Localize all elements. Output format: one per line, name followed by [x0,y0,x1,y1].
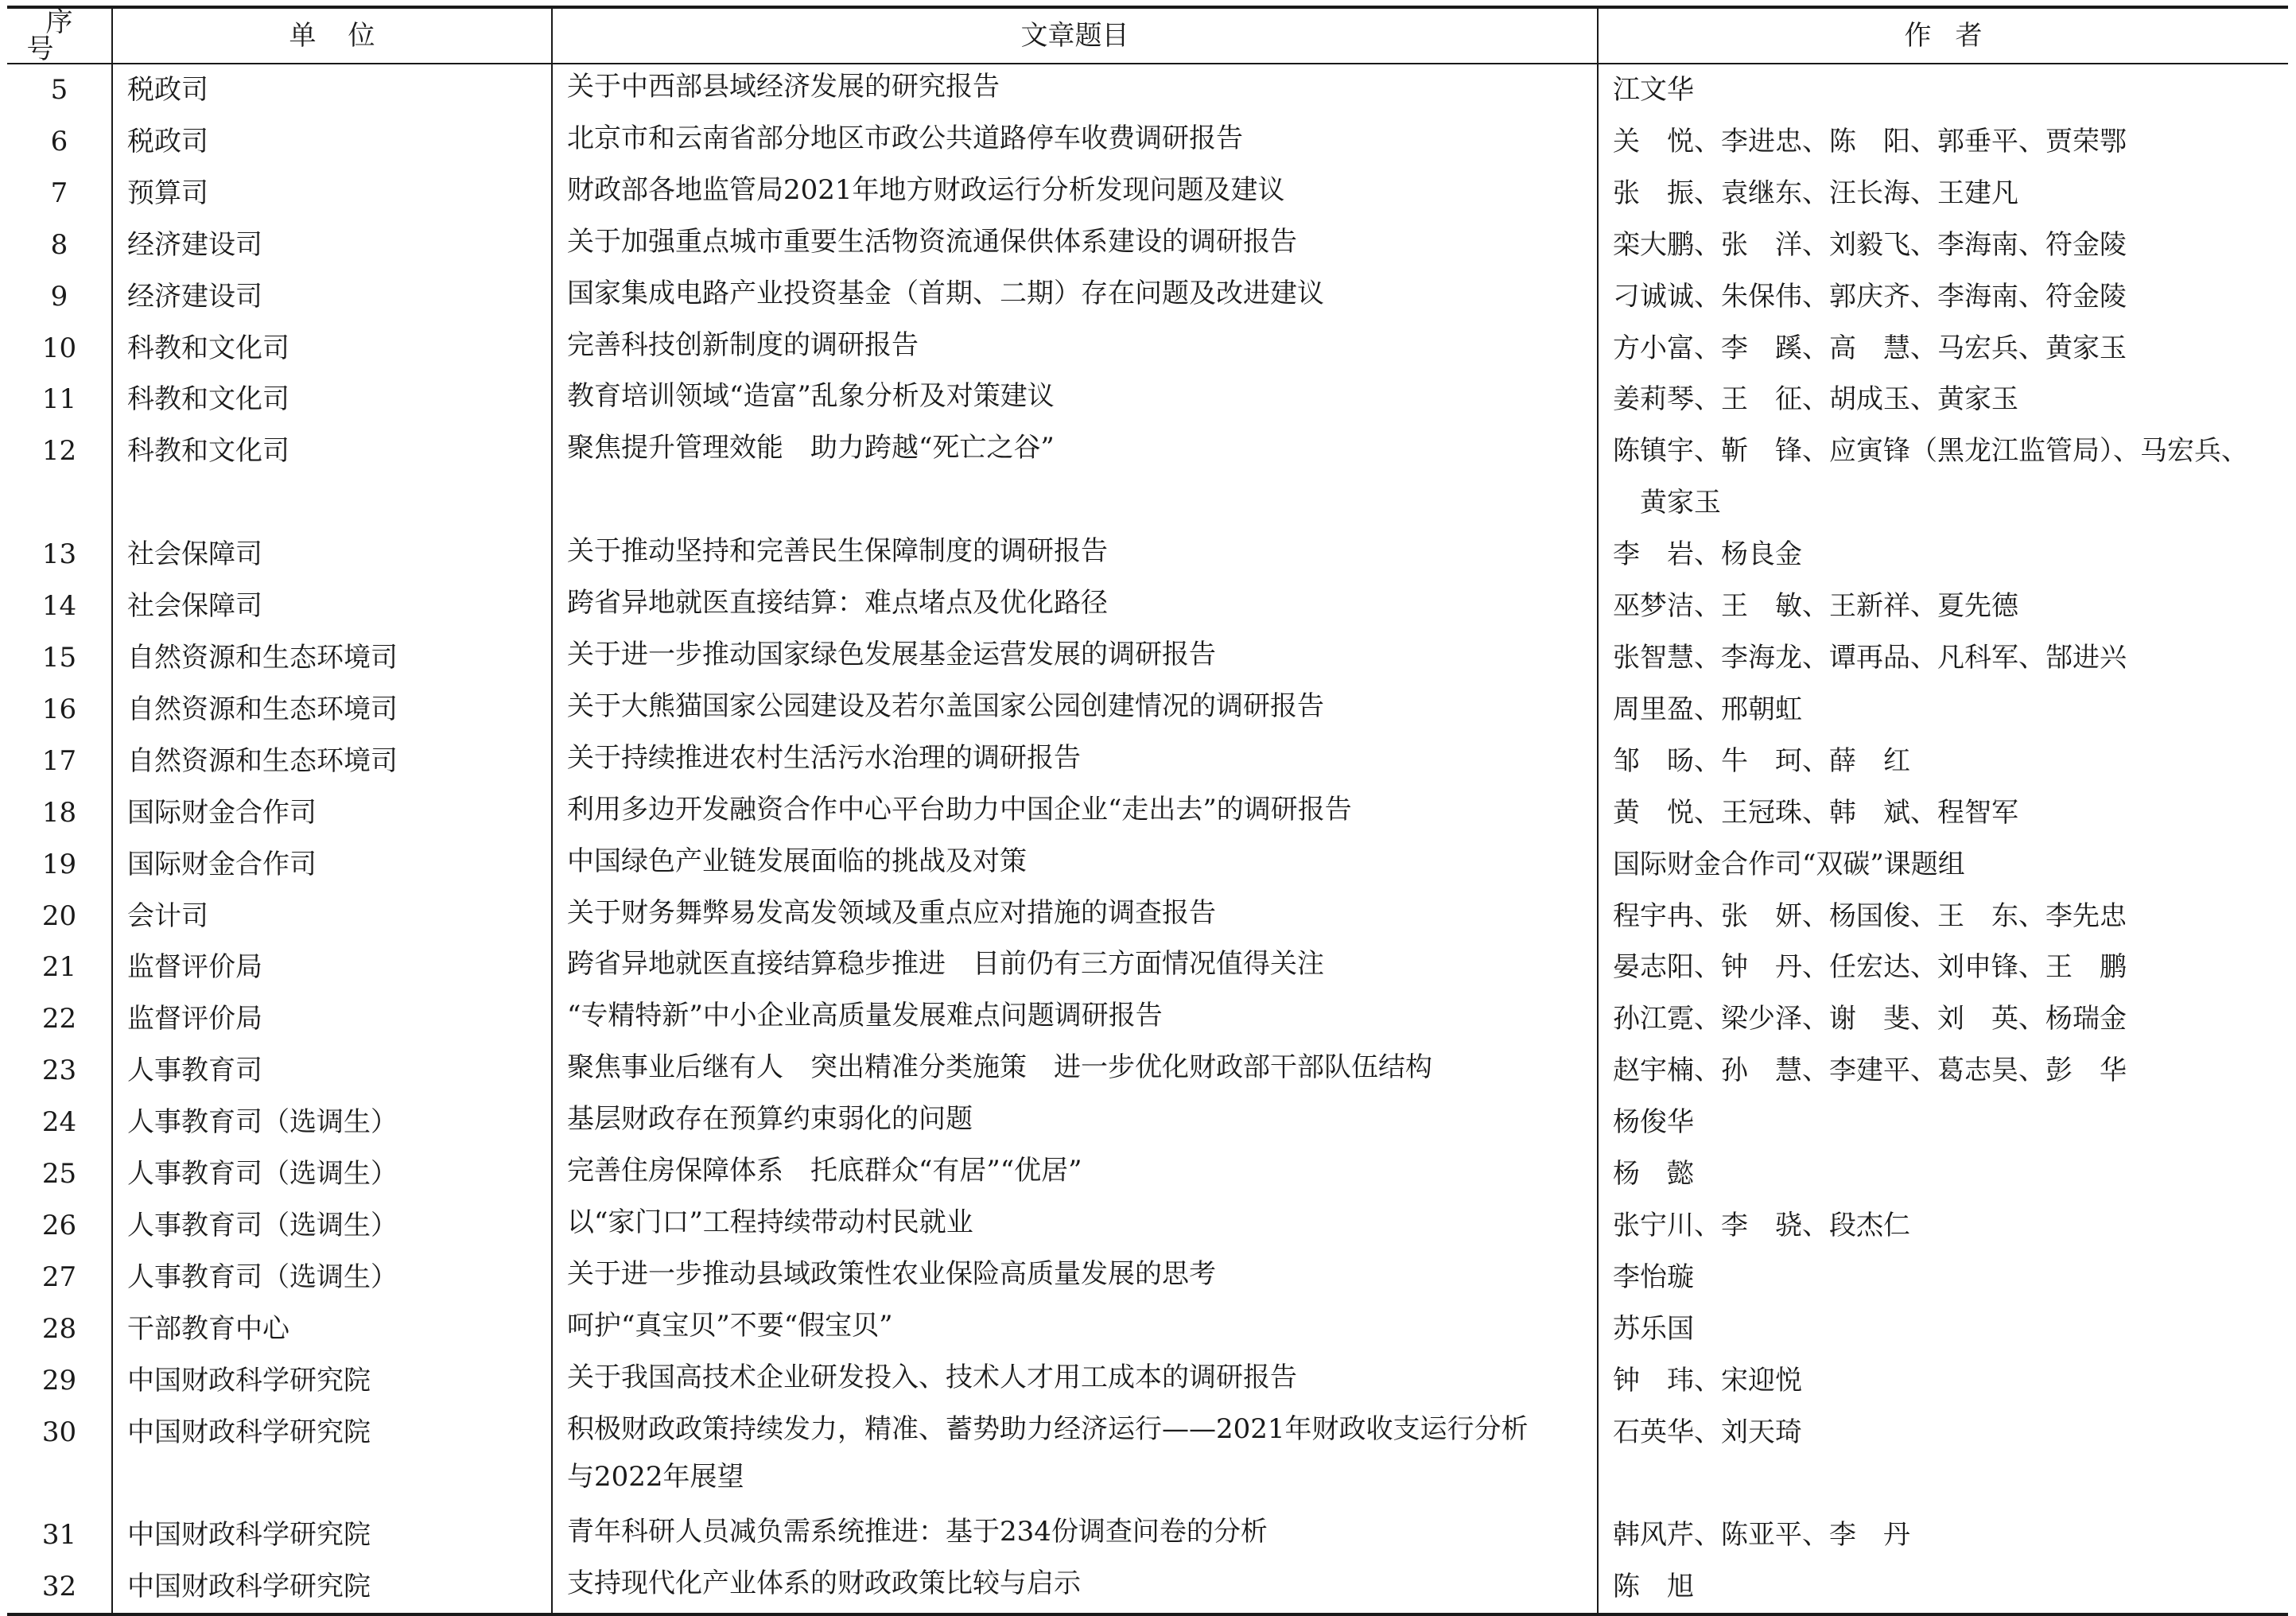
row-title-text: 以“家门口”工程持续带动村民就业 [567,1206,973,1238]
row-title [552,1509,1598,1561]
table-row [7,1148,2288,1200]
row-title [552,1407,1598,1510]
row-number: 11 [41,383,77,416]
table-row [7,632,2288,684]
row-unit: 科教和文化司 [112,425,552,529]
row-unit: 中国财政科学研究院 [112,1561,552,1614]
row-title [552,891,1598,942]
row-unit: 科教和文化司 [112,374,552,425]
row-title-text: 聚焦提升管理效能 助力跨越“死亡之谷” [567,432,1055,464]
table-row [7,1045,2288,1097]
row-author-text: 韩风芹、陈亚平、李 丹 [1613,1519,1910,1552]
row-title [552,323,1598,375]
row-number: 26 [41,1209,77,1241]
header-author: 作者 [1598,7,2288,64]
row-number: 27 [41,1261,77,1293]
row-unit: 人事教育司（选调生） [112,1252,552,1303]
row-title [552,529,1598,581]
row-title-text: 完善住房保障体系 托底群众“有居”“优居” [567,1155,1082,1187]
row-unit: 人事教育司（选调生） [112,1097,552,1148]
row-unit: 预算司 [112,168,552,219]
row-unit: 社会保障司 [112,581,552,632]
row-title [552,787,1598,839]
row-author-text: 方小富、李 蹊、高 慧、马宏兵、黄家玉 [1613,332,2127,364]
row-title [552,1097,1598,1148]
table-row [7,271,2288,323]
header-title: 文章题目 [552,7,1598,64]
row-number: 18 [41,796,77,829]
table-row [7,684,2288,736]
header-no: 序号 [7,7,112,64]
row-title-text: 关于我国高技术企业研发投入、技术人才用工成本的调研报告 [567,1361,1297,1393]
row-title [552,116,1598,168]
row-author [1598,1148,2288,1200]
row-author-text: 杨 懿 [1613,1158,1694,1191]
row-author-text: 江文华 [1613,74,1694,106]
row-number: 12 [41,435,77,468]
row-number: 7 [50,177,68,209]
row-title-text: 教育培训领域“造富”乱象分析及对策建议 [567,380,1055,413]
table-row [7,1561,2288,1614]
table-row [7,168,2288,219]
row-author [1598,942,2288,993]
row-author [1598,891,2288,942]
table-row [7,1407,2288,1510]
row-unit: 经济建设司 [112,219,552,271]
row-title [552,374,1598,425]
row-author [1598,632,2288,684]
table-body [7,64,2288,1614]
row-author-text: 张 振、袁继东、汪长海、王建凡 [1613,177,2018,209]
row-unit: 人事教育司（选调生） [112,1148,552,1200]
row-title-text: 聚焦事业后继有人 突出精准分类施策 进一步优化财政部干部队伍结构 [567,1051,1432,1084]
row-title [552,684,1598,736]
row-title-text: 关于进一步推动县域政策性农业保险高质量发展的思考 [567,1257,1216,1290]
row-number: 10 [41,332,77,364]
table-row [7,219,2288,271]
row-title-text: 国家集成电路产业投资基金（首期、二期）存在问题及改进建议 [567,277,1324,309]
award-article-table [7,6,2288,1616]
row-author [1598,1252,2288,1303]
table-row [7,839,2288,891]
row-author [1598,64,2288,116]
row-author-text: 杨俊华 [1613,1106,1694,1139]
row-number: 5 [50,74,68,106]
row-title-text: 中国绿色产业链发展面临的挑战及对策 [567,845,1027,877]
row-author-line: 陈镇宇、靳 锋、应寅锋（黑龙江监管局）、马宏兵、 [1613,435,2248,468]
row-unit: 社会保障司 [112,529,552,581]
row-number: 23 [41,1055,77,1087]
row-title-text: 关于中西部县域经济发展的研究报告 [567,71,1000,103]
row-author-text: 程宇冉、张 妍、杨国俊、王 东、李先忠 [1613,899,2127,932]
row-author-text: 邹 旸、牛 珂、薛 红 [1613,744,1910,777]
row-author-line: 黄家玉 [1613,487,1721,519]
row-unit: 人事教育司 [112,1045,552,1097]
row-title [552,1355,1598,1407]
row-unit: 会计司 [112,891,552,942]
table-row [7,1200,2288,1252]
row-unit: 中国财政科学研究院 [112,1407,552,1510]
row-title-text: 跨省异地就医直接结算稳步推进 目前仍有三方面情况值得关注 [567,948,1324,981]
row-title [552,1200,1598,1252]
table-row [7,1509,2288,1561]
row-number: 16 [41,693,77,725]
row-number: 21 [41,951,77,984]
table-row [7,581,2288,632]
row-title-text: 关于财务舞弊易发高发领域及重点应对措施的调查报告 [567,896,1216,929]
row-number: 9 [50,280,68,313]
row-title-text: 关于大熊猫国家公园建设及若尔盖国家公园创建情况的调研报告 [567,690,1324,722]
row-number: 29 [41,1364,77,1397]
row-number: 32 [7,1561,112,1614]
header-row [7,7,2288,64]
row-author-text: 国际财金合作司“双碳”课题组 [1613,848,1965,880]
row-unit: 税政司 [112,116,552,168]
table-row [7,891,2288,942]
row-author [1598,271,2288,323]
header-unit: 单位 [112,7,552,64]
row-author [1598,219,2288,271]
row-number: 13 [41,538,77,571]
row-author-text: 张宁川、李 骁、段杰仁 [1613,1209,1910,1241]
row-title-text: 关于持续推进农村生活污水治理的调研报告 [567,741,1081,774]
row-author-text: 刁诚诚、朱保伟、郭庆齐、李海南、符金陵 [1613,280,2127,313]
row-unit: 国际财金合作司 [112,787,552,839]
table-row [7,64,2288,116]
row-author-text: 李怡璇 [1613,1261,1694,1293]
row-number: 30 [41,1416,77,1448]
row-title [552,271,1598,323]
row-author-text: 李 岩、杨良金 [1613,538,1802,571]
row-title [552,993,1598,1045]
row-unit: 国际财金合作司 [112,839,552,891]
row-author-text: 晏志阳、钟 丹、任宏达、刘申锋、王 鹏 [1613,951,2127,984]
row-author-text: 石英华、刘天琦 [1613,1416,1802,1448]
row-title-text: 完善科技创新制度的调研报告 [567,328,919,361]
row-title [552,839,1598,891]
row-author [1598,1200,2288,1252]
row-title [552,168,1598,219]
row-author-text: 黄 悦、王冠珠、韩 斌、程智军 [1613,796,2018,829]
row-number: 8 [50,228,68,261]
row-author [1598,116,2288,168]
row-author-text: 陈 旭 [1613,1571,1694,1603]
row-unit: 自然资源和生态环境司 [112,632,552,684]
row-author [1598,684,2288,736]
row-author [1598,839,2288,891]
row-title-text: 基层财政存在预算约束弱化的问题 [567,1103,973,1136]
row-author [1598,1303,2288,1355]
row-title-line: 积极财政政策持续发力，精准、蓄势助力经济运行——2021年财政收支运行分析 [567,1412,1529,1445]
row-title-text: “专精特新”中小企业高质量发展难点问题调研报告 [567,1000,1163,1032]
row-number: 25 [41,1158,77,1191]
row-title [552,64,1598,116]
row-author [1598,736,2288,787]
row-number: 31 [41,1519,77,1552]
row-title [552,632,1598,684]
row-author-text: 栾大鹏、张 洋、刘毅飞、李海南、符金陵 [1613,228,2127,261]
row-author [1598,993,2288,1045]
row-title [552,1148,1598,1200]
row-number: 22 [41,1003,77,1035]
row-unit: 人事教育司（选调生） [112,1200,552,1252]
row-unit: 科教和文化司 [112,323,552,375]
table-row [7,1303,2288,1355]
row-number: 24 [41,1106,77,1139]
row-author-text: 周里盈、邢朝虹 [1613,693,1802,725]
row-unit: 干部教育中心 [112,1303,552,1355]
row-author [1598,1045,2288,1097]
row-title [552,942,1598,993]
row-author-text: 苏乐国 [1613,1312,1694,1345]
row-title-line: 与2022年展望 [567,1461,744,1494]
row-title-text: 北京市和云南省部分地区市政公共道路停车收费调研报告 [567,122,1243,154]
table-row [7,1355,2288,1407]
row-number: 15 [41,641,77,674]
row-title [552,219,1598,271]
row-unit: 监督评价局 [112,942,552,993]
row-author-text: 关 悦、李进忠、陈 阳、郭垂平、贾荣鄂 [1613,125,2127,157]
row-unit: 监督评价局 [112,993,552,1045]
row-title-text: 财政部各地监管局2021年地方财政运行分析发现问题及建议 [567,173,1285,206]
row-unit: 税政司 [112,64,552,116]
table-row [7,323,2288,375]
row-author [1598,1509,2288,1561]
table-row [7,993,2288,1045]
row-title [552,736,1598,787]
row-number: 20 [41,899,77,932]
row-unit: 自然资源和生态环境司 [112,684,552,736]
row-author-text: 赵宇楠、孙 慧、李建平、葛志昊、彭 华 [1613,1055,2127,1087]
row-title-text: 关于推动坚持和完善民生保障制度的调研报告 [567,535,1108,568]
row-title [552,425,1598,529]
row-title-text: 呵护“真宝贝”不要“假宝贝” [567,1309,893,1342]
row-number: 28 [41,1312,77,1345]
table-row [7,425,2288,529]
table-row [7,942,2288,993]
table-row [7,1097,2288,1148]
row-unit: 经济建设司 [112,271,552,323]
table-row [7,1252,2288,1303]
row-number: 14 [41,590,77,623]
table-row [7,116,2288,168]
row-title-text: 利用多边开发融资合作中心平台助力中国企业“走出去”的调研报告 [567,793,1352,825]
row-title-text: 关于加强重点城市重要生活物资流通保供体系建设的调研报告 [567,225,1297,258]
row-author-text: 钟 玮、宋迎悦 [1613,1364,1802,1397]
row-title [552,1561,1598,1614]
row-author [1598,425,2288,529]
row-title [552,1045,1598,1097]
row-title [552,581,1598,632]
row-author [1598,1407,2288,1510]
row-author [1598,529,2288,581]
row-number: 17 [41,744,77,777]
row-unit: 自然资源和生态环境司 [112,736,552,787]
row-author-text: 孙江霓、梁少泽、谢 斐、刘 英、杨瑞金 [1613,1003,2127,1035]
row-author [1598,1355,2288,1407]
row-author [1598,323,2288,375]
row-author [1598,1561,2288,1614]
row-title-text: 跨省异地就医直接结算：难点堵点及优化路径 [567,587,1108,620]
row-author [1598,1097,2288,1148]
row-title-text: 青年科研人员减负需系统推进：基于234份调查问卷的分析 [567,1516,1268,1548]
row-author [1598,787,2288,839]
table-row [7,787,2288,839]
table-row [7,529,2288,581]
row-title-text: 支持现代化产业体系的财政政策比较与启示 [567,1567,1081,1600]
row-title-text: 关于进一步推动国家绿色发展基金运营发展的调研报告 [567,638,1216,670]
row-author-text: 姜莉琴、王 征、胡成玉、黄家玉 [1613,383,2018,416]
row-unit: 中国财政科学研究院 [112,1509,552,1561]
row-number: 6 [50,125,68,157]
row-number: 19 [41,848,77,880]
table-row [7,736,2288,787]
row-title [552,1303,1598,1355]
row-author [1598,374,2288,425]
row-unit: 中国财政科学研究院 [112,1355,552,1407]
table-header [7,7,2288,64]
row-author-text: 张智慧、李海龙、谭再品、凡科军、郜进兴 [1613,641,2127,674]
row-author [1598,581,2288,632]
table-row [7,374,2288,425]
row-author-text: 巫梦洁、王 敏、王新祥、夏先德 [1613,590,2018,623]
row-author [1598,168,2288,219]
row-title [552,1252,1598,1303]
